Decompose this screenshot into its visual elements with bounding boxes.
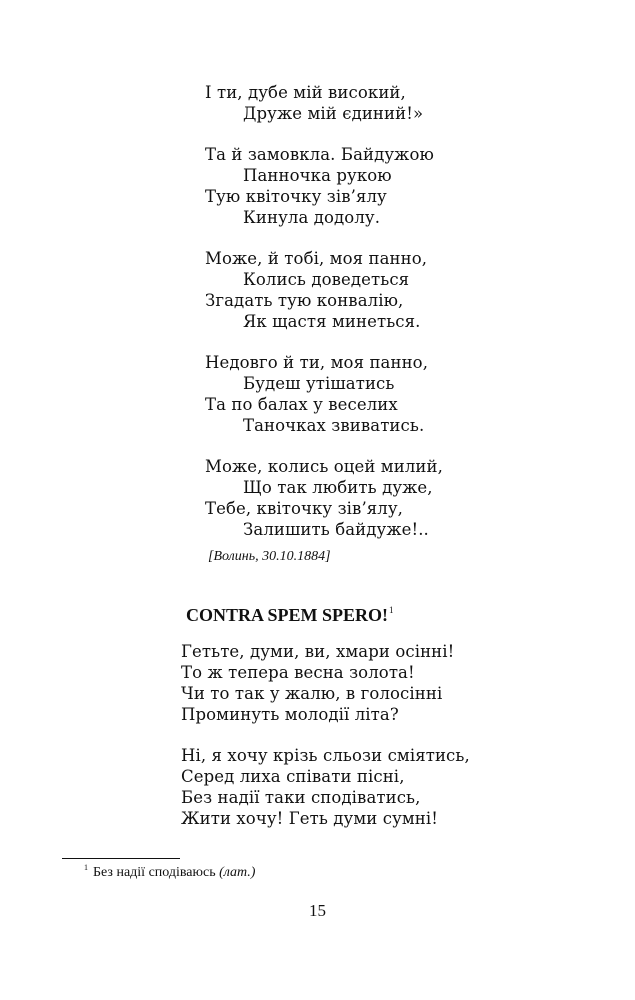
poem-line: Що так любить дуже, [243,478,433,497]
poem-line: Жити хочу! Геть думи сумні! [181,809,439,828]
poem-line: Колись доведеться [243,270,410,289]
footnote [84,863,255,881]
poem-line: І ти, дубе мій високий, [205,83,406,102]
poem-line: Чи то так у жалю, в голосінні [181,684,443,703]
poem-line: Як щастя минеться. [243,312,421,331]
poem-line: Може, колись оцей милий, [205,457,443,476]
footnote-divider [62,858,180,859]
poem-line: Гетьте, думи, ви, хмари осінні! [181,642,455,661]
footnote-language: (лат.) [219,865,256,880]
poem-line: Будеш утішатись [243,374,395,393]
page-number: 15 [309,901,326,920]
footnote-reference: 1 [389,605,394,615]
poem-line: Проминуть молодії літа? [181,705,399,724]
poem-line: Кинула додолу. [243,208,381,227]
footnote-text: Без надії сподіваюсь [93,865,216,880]
poem-line: Панночка рукою [243,166,392,185]
poem-line: Серед лиха співати пісні, [181,767,405,786]
poem-line: Тебе, квіточку зів’ялу, [205,499,404,518]
footnote-marker: 1 [84,863,88,872]
poem-line: Згадать тую конвалію, [205,291,404,310]
poem-title-text: CONTRA SPEM SPERO! [186,605,389,625]
poem-line: Тую квіточку зів’ялу [205,187,387,206]
poem-line: Недовго й ти, моя панно, [205,353,429,372]
poem-line: Та й замовкла. Байдужою [205,145,434,164]
poem-line: Залишить байдуже!.. [243,520,429,539]
poem-line: Та по балах у веселих [205,395,398,414]
poem-line: То ж тепера весна золота! [181,663,415,682]
poem-date-note: [Волинь, 30.10.1884] [208,549,331,564]
poem-line: Без надії таки сподіватись, [181,788,421,807]
poem-title [186,605,394,626]
poem-line: Ні, я хочу крізь сльози сміятись, [181,746,470,765]
poem-line: Таночках звиватись. [243,416,425,435]
poem-line: Друже мій єдиний!» [243,104,424,123]
poem-line: Може, й тобі, моя панно, [205,249,428,268]
